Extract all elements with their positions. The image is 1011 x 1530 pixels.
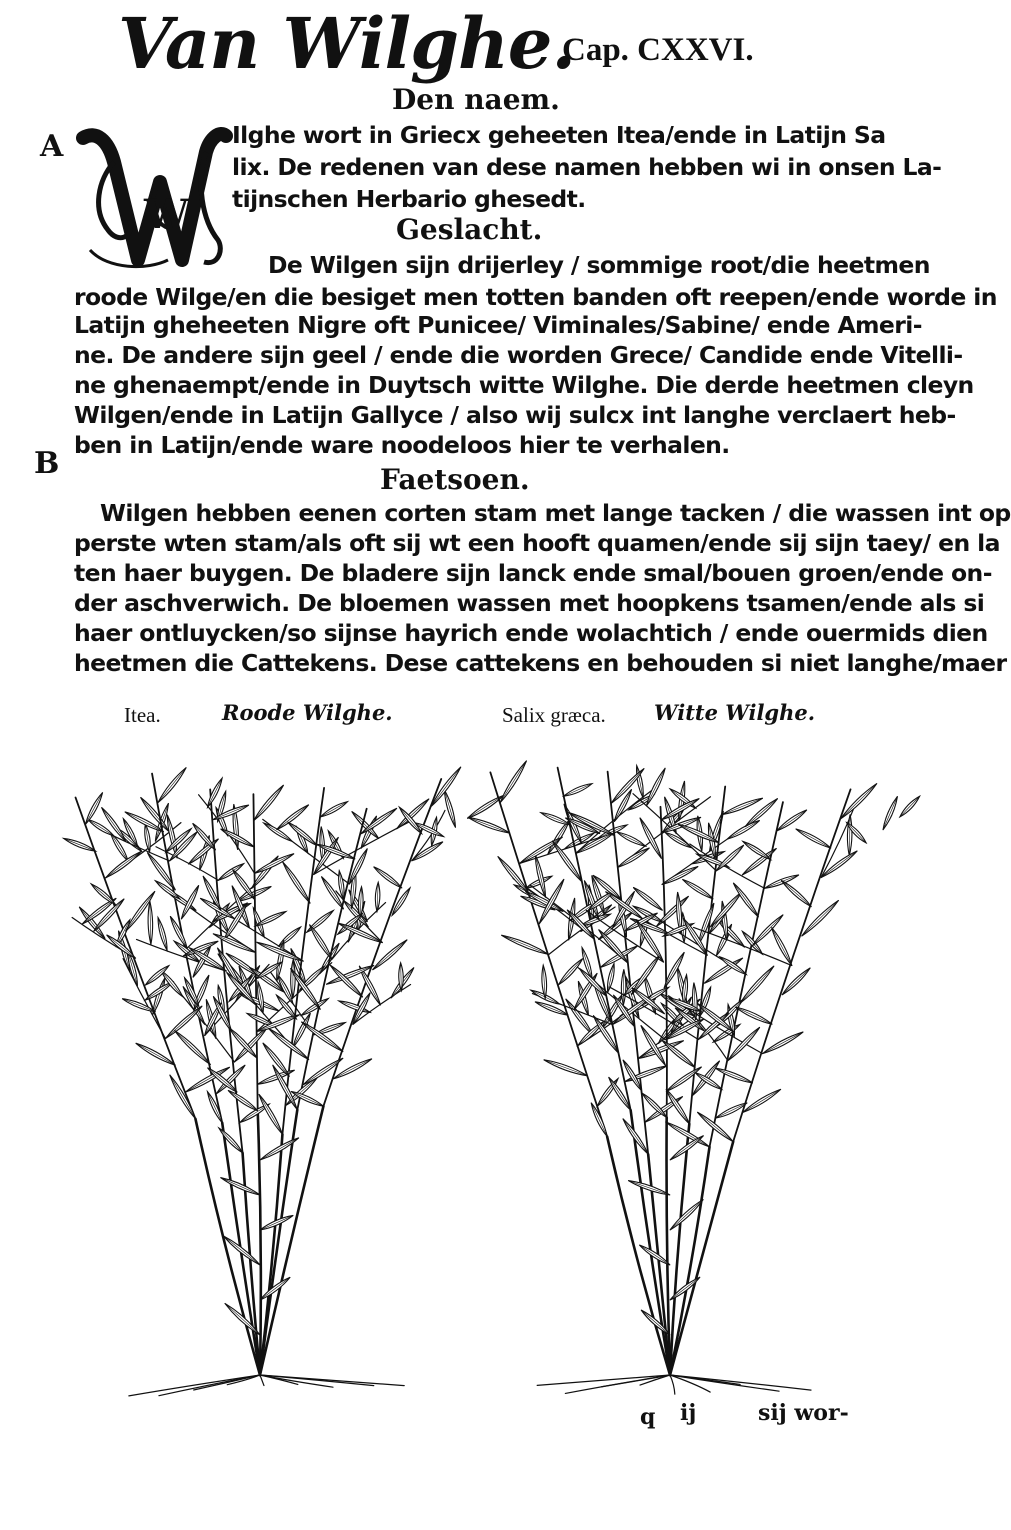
text-line: Latijn gheheeten Nigre oft Punicee/ Viminales/Sabine/ ende Ameri- bbox=[74, 311, 922, 339]
figure-caption-latin: Salix græca. bbox=[502, 703, 606, 727]
catchword: sij wor- bbox=[758, 1400, 849, 1426]
figure-caption-dutch: Witte Wilghe. bbox=[654, 700, 816, 725]
text-line: Wilgen/ende in Latijn Gallyce / also wij sulcx int langhe verclaert heb- bbox=[74, 401, 956, 429]
text-line: roode Wilge/en die besiget men totten banden oft reepen/ende worde in bbox=[74, 283, 997, 311]
text-line: tijnschen Herbario ghesedt. bbox=[232, 185, 586, 213]
signature-number: ij bbox=[680, 1400, 697, 1426]
chapter-number: Cap. CXXVI. bbox=[562, 32, 754, 68]
section-heading-faetsoen: Faetsoen. bbox=[380, 463, 530, 496]
text-line: der aschverwich. De bloemen wassen met hoopkens tsamen/ende als si bbox=[74, 589, 985, 617]
initial-letter-glyph: W bbox=[144, 191, 189, 238]
text-line: De Wilgen sijn drijerley / sommige root/die heetmen bbox=[268, 251, 930, 279]
text-line: ten haer buygen. De bladere sijn lanck ende smal/bouen groen/ende on- bbox=[74, 559, 992, 587]
section-heading-geslacht: Geslacht. bbox=[396, 213, 543, 246]
margin-letter-a: A bbox=[40, 129, 64, 164]
text-line: Ilghe wort in Griecx geheeten Itea/ende in Latijn Sa bbox=[232, 121, 886, 149]
text-line: heetmen die Cattekens. Dese cattekens en behouden si niet langhe/maer bbox=[74, 649, 1007, 677]
text-line: ne. De andere sijn geel / ende die worden Grece/ Candide ende Vitelli- bbox=[74, 341, 963, 369]
decorated-initial bbox=[78, 110, 228, 275]
section-heading-naem: Den naem. bbox=[392, 83, 560, 116]
figure-caption-latin: Itea. bbox=[124, 703, 161, 727]
text-line: ben in Latijn/ende ware noodeloos hier te verhalen. bbox=[74, 431, 730, 459]
text-line: Wilgen hebben eenen corten stam met lange tacken / die wassen int op bbox=[100, 499, 1011, 527]
margin-letter-b: B bbox=[34, 446, 60, 481]
figure-caption-dutch: Roode Wilghe. bbox=[222, 700, 393, 725]
willow-woodcut-red bbox=[60, 735, 450, 1400]
page-title: Van Wilghe. bbox=[118, 2, 575, 85]
signature-mark: q bbox=[640, 1404, 656, 1430]
text-line: haer ontluycken/so sijnse hayrich ende wolachtich / ende ouermids dien bbox=[74, 619, 988, 647]
text-line: lix. De redenen van dese namen hebben wi in onsen La- bbox=[232, 153, 942, 181]
text-line: perste wten stam/als oft sij wt een hooft quamen/ende sij sijn taey/ en la bbox=[74, 529, 1000, 557]
willow-woodcut-white bbox=[470, 735, 860, 1400]
text-line: ne ghenaempt/ende in Duytsch witte Wilghe. Die derde heetmen cleyn bbox=[74, 371, 974, 399]
